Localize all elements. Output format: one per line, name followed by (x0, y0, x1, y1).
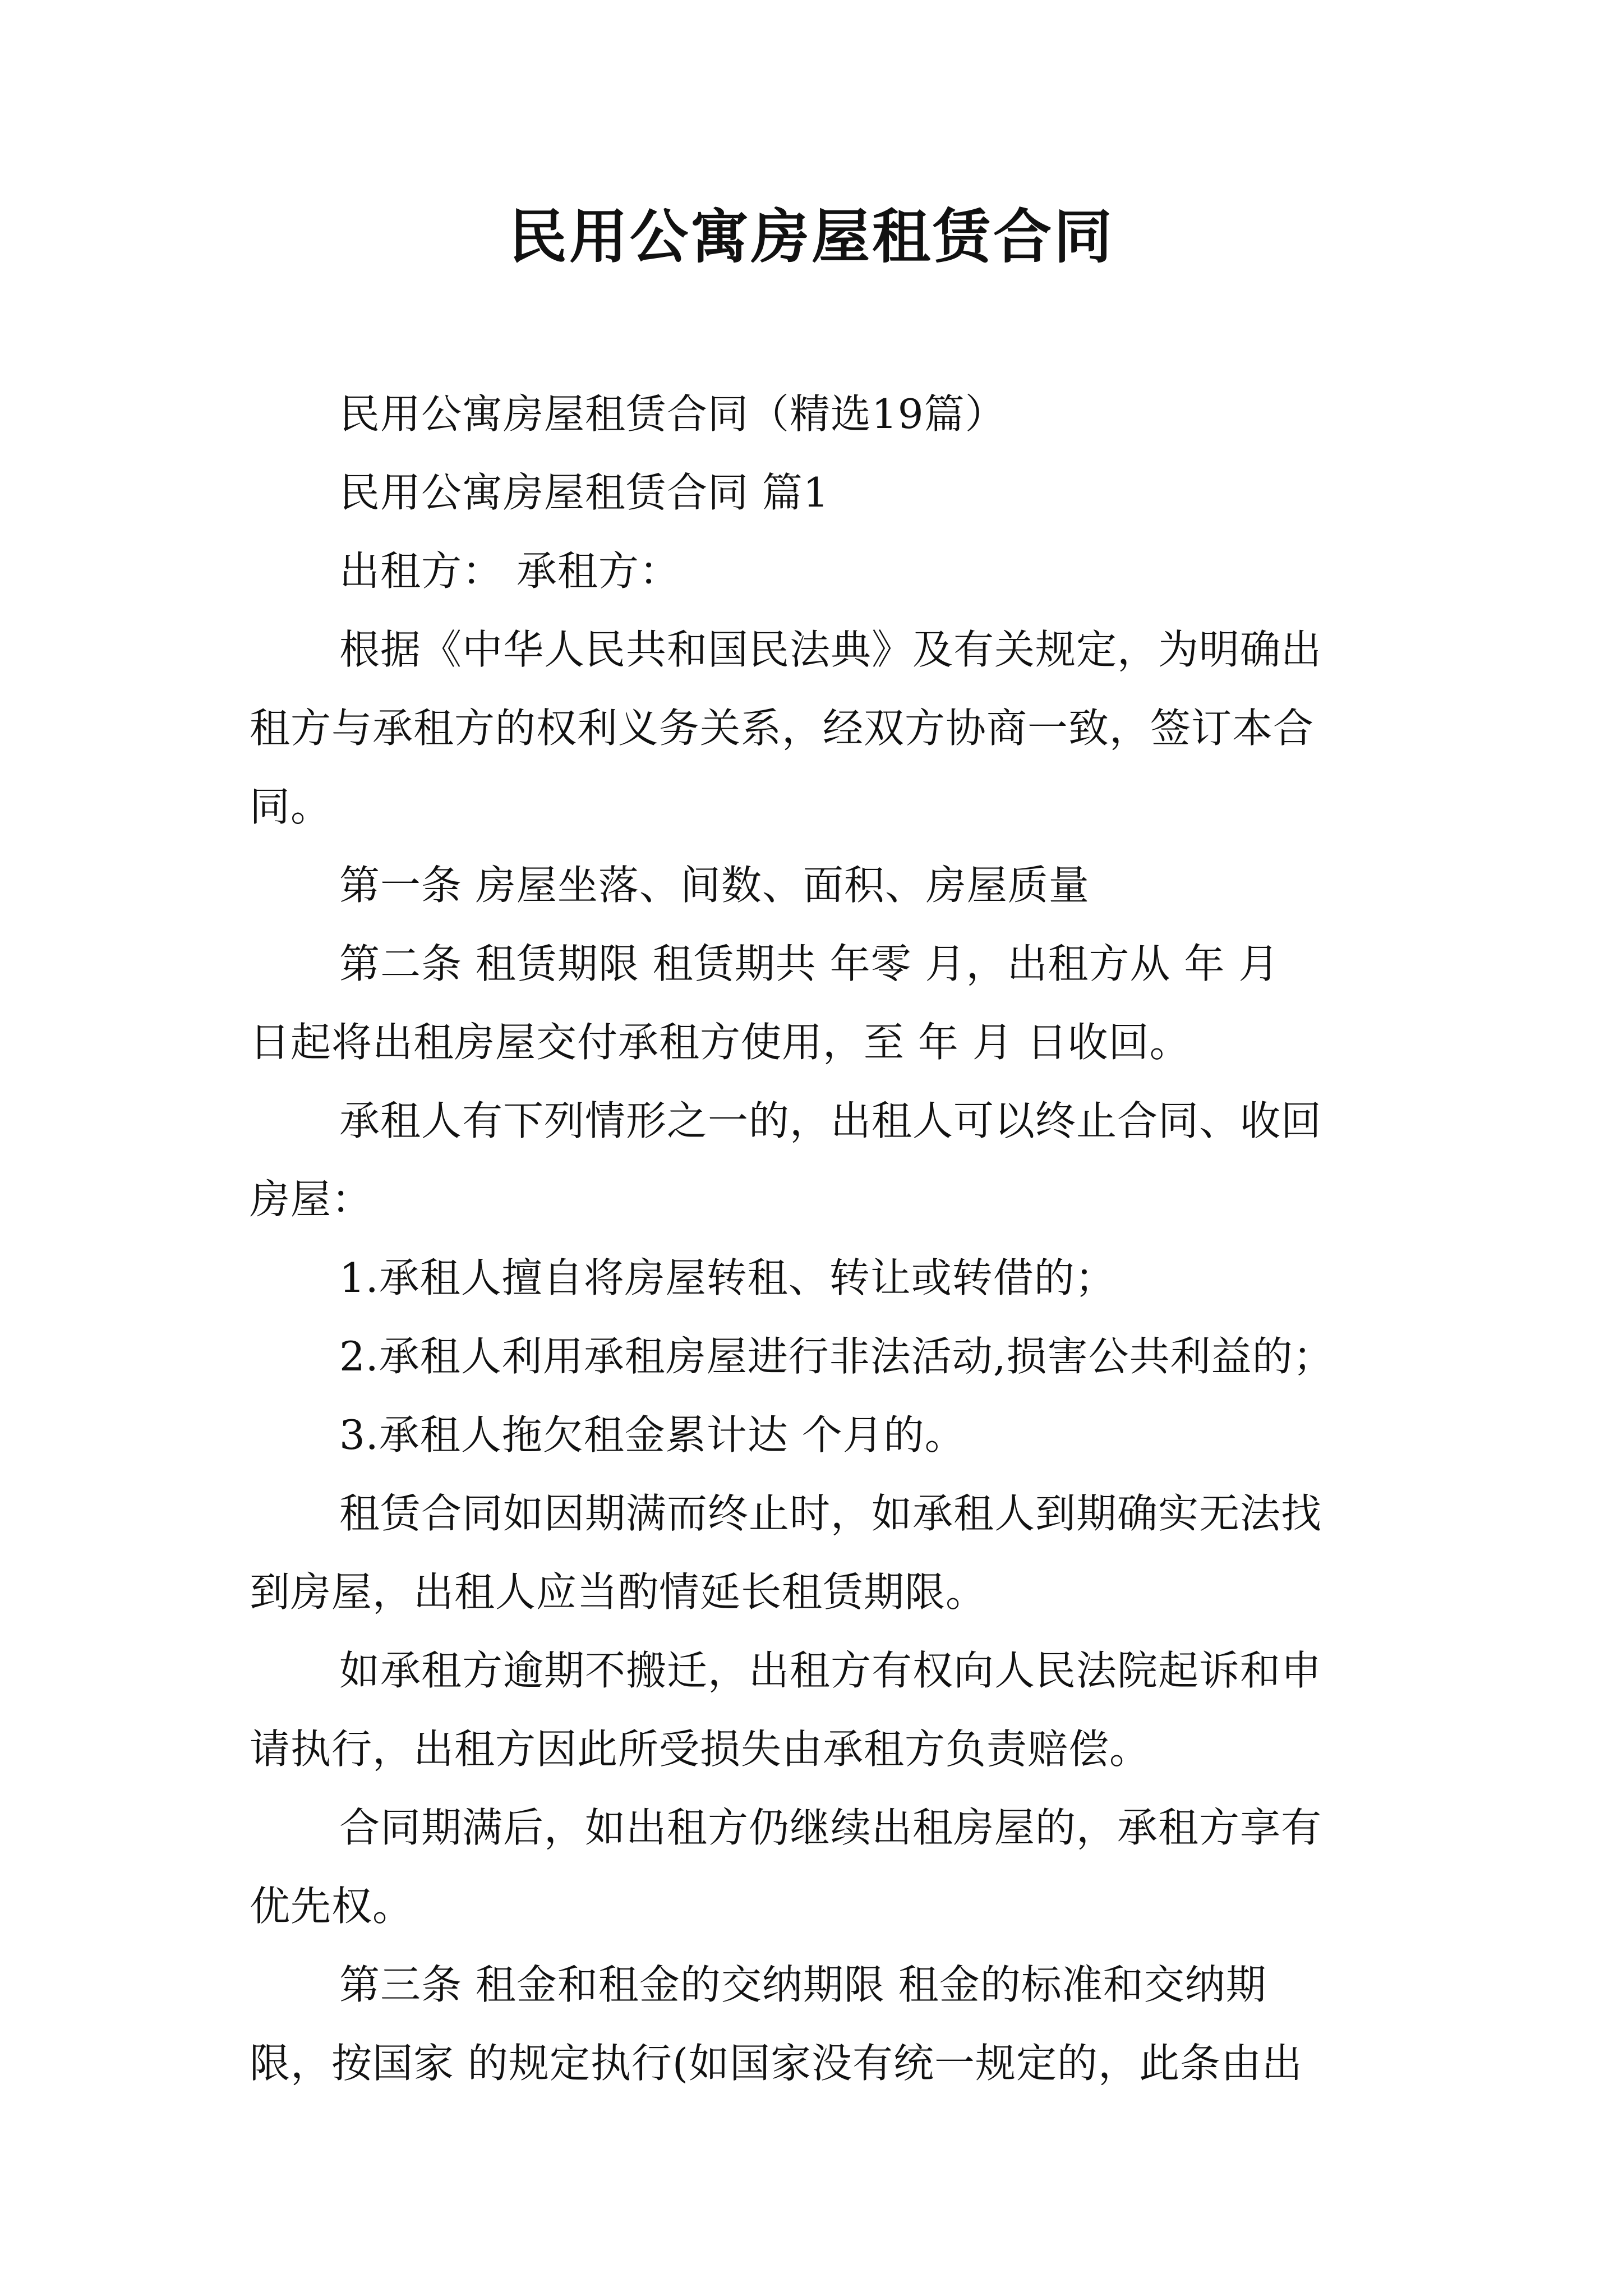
paragraph-line: 承租人有下列情形之一的，出租人可以终止合同、收回 (339, 1097, 1322, 1144)
paragraph-line: 到房屋，出租人应当酌情延长租赁期限。 (250, 1568, 987, 1616)
paragraph-line: 优先权。 (250, 1883, 414, 1930)
paragraph-line: 如承租方逾期不搬迁，出租方有权向人民法院起诉和申 (339, 1647, 1322, 1694)
list-item: 2.承租人利用承租房屋进行非法活动,损害公共利益的； (339, 1333, 1334, 1380)
paragraph-line: 房屋： (250, 1176, 373, 1223)
parties-line: 出租方： 承租方： (339, 547, 680, 595)
paragraph-line: 租方与承租方的权利义务关系，经双方协商一致，签订本合 (250, 705, 1315, 752)
paragraph-line: 第二条 租赁期限 租赁期共 年零 月，出租方从 年 月 (339, 940, 1280, 987)
list-item: 3.承租人拖欠租金累计达 个月的。 (339, 1411, 966, 1458)
paragraph-line: 请执行，出租方因此所受损失由承租方负责赔偿。 (250, 1726, 1151, 1773)
list-item: 1.承租人擅自将房屋转租、转让或转借的； (339, 1254, 1116, 1301)
paragraph-line: 限，按国家 的规定执行(如国家没有统一规定的，此条由出 (250, 2040, 1303, 2087)
paragraph-subtitle: 民用公寓房屋租赁合同（精选19篇） (339, 390, 1006, 438)
paragraph-line: 租赁合同如因期满而终止时，如承租人到期确实无法找 (339, 1490, 1322, 1537)
document-title: 民用公寓房屋租赁合同 (508, 202, 1114, 271)
paragraph-line: 同。 (250, 783, 332, 830)
paragraph-line: 日起将出租房屋交付承租方使用，至 年 月 日收回。 (250, 1019, 1191, 1066)
section-heading: 民用公寓房屋租赁合同 篇1 (339, 469, 829, 516)
paragraph-line: 根据《中华人民共和国民法典》及有关规定，为明确出 (339, 626, 1322, 673)
paragraph-line: 合同期满后，如出租方仍继续出租房屋的，承租方享有 (339, 1804, 1322, 1851)
article-heading: 第三条 租金和租金的交纳期限 租金的标准和交纳期 (339, 1961, 1267, 2008)
article-heading: 第一条 房屋坐落、间数、面积、房屋质量 (339, 862, 1090, 909)
